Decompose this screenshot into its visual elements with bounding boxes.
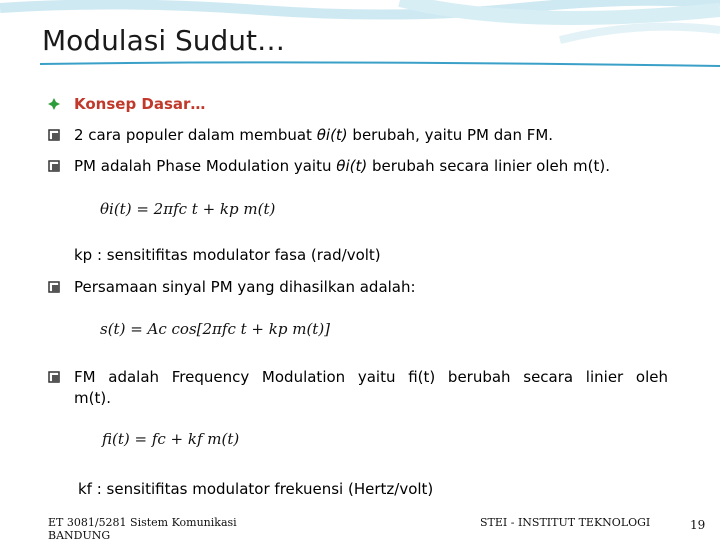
kp-note: kp : sensitifitas modulator fasa (rad/volt) [74,246,381,264]
square-bullet-icon [48,371,60,383]
bullet-text: Persamaan sinyal PM yang dihasilkan adalah: [74,278,416,296]
slide-title: Modulasi Sudut… [42,24,286,57]
kf-note: kf : sensitifitas modulator frekuensi (Hertz/volt) [78,480,434,498]
bullet-text: PM adalah Phase Modulation yaitu θi(t) berubah secara linier oleh m(t). [74,157,610,175]
bullet-text-continuation: m(t). [74,389,111,407]
equation-pm-signal: s(t) = Ac cos[2πfc t + kp m(t)] [100,320,331,338]
page-number: 19 [690,518,706,532]
square-bullet-icon [48,129,60,141]
bullet-text: FM adalah Frequency Modulation yaitu fi(t) berubah secara linier oleh [74,368,668,386]
square-bullet-icon [48,281,60,293]
footer-institution: STEI - INSTITUT TEKNOLOGI [480,516,651,529]
diamond-bullet-icon [48,98,60,110]
equation-theta: θi(t) = 2πfc t + kp m(t) [100,200,276,218]
square-bullet-icon [48,160,60,172]
bullet-text: 2 cara populer dalam membuat θi(t) berubah, yaitu PM dan FM. [74,126,554,144]
footer-course: ET 3081/5281 Sistem Komunikasi BANDUNG [48,516,237,540]
bullet-heading: Konsep Dasar… [74,95,206,113]
equation-fm-frequency: fi(t) = fc + kf m(t) [102,430,240,448]
title-underline [0,60,720,70]
